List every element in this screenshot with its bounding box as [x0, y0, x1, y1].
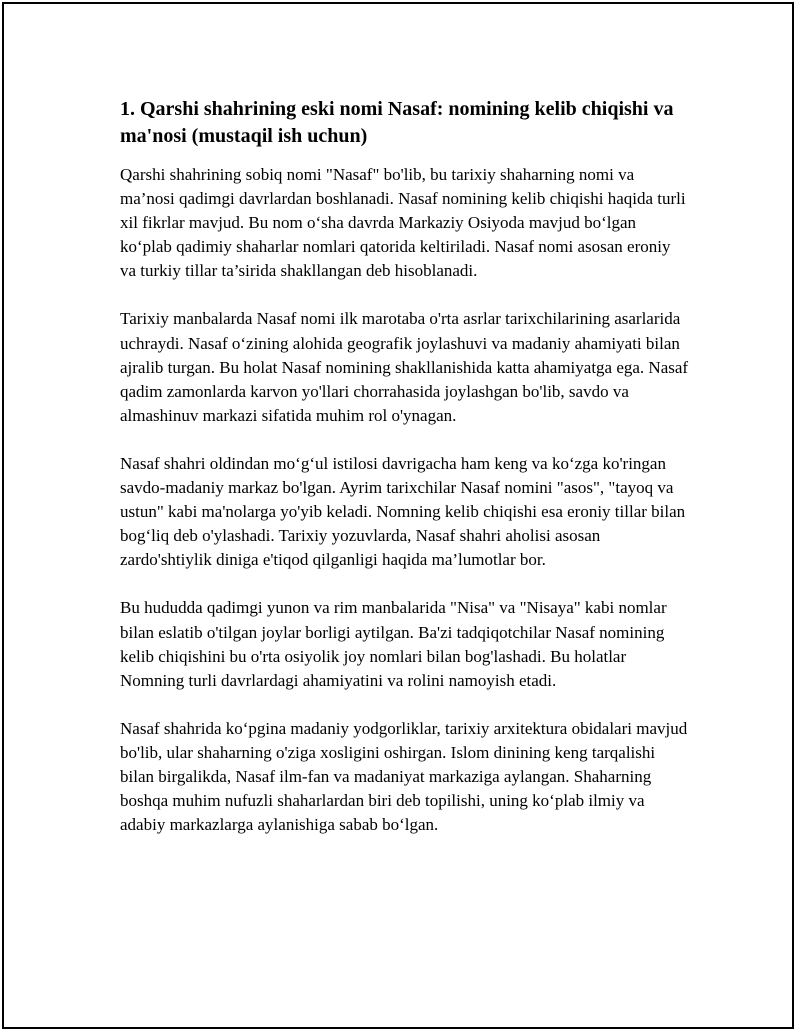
document-page	[2, 2, 794, 1029]
paragraph-4: Bu hududda qadimgi yunon va rim manbalarida "Nisa" va "Nisaya" kabi nomlar bilan eslatib o'tilgan joylar borligi aytilgan. Ba'zi tadqiqotchilar Nasaf nomining kelib chiqishini bu o'rta osiyolik joy nomlari bilan bog'lashadi. Bu holatlar Nomning turli davrlardagi ahamiyatini va rolini namoyish etadi.	[120, 598, 667, 690]
document-title: 1. Qarshi shahrining eski nomi Nasaf: nomining kelib chiqishi va ma'nosi (mustaqil ish uchun)	[120, 98, 674, 147]
paragraph-2: Tarixiy manbalarda Nasaf nomi ilk marotaba o'rta asrlar tarixchilarining asarlarida uchraydi. Nasaf o‘zining alohida geografik joylashuvi va madaniy ahamiyati bilan ajralib turgan. Bu holat Nasaf nomining shakllanishida katta ahamiyatga ega. Nasaf qadim zamonlarda karvon yo'llari chorrahasida joylashgan bo'lib, savdo va almashinuv markazi sifatida muhim rol o'ynagan.	[120, 309, 689, 425]
paragraph-5: Nasaf shahrida ko‘pgina madaniy yodgorliklar, tarixiy arxitektura obidalari mavjud bo'lib, ular shaharning o'ziga xosligini oshirgan. Islom dinining keng tarqalishi bilan birgalikda, Nasaf ilm-fan va madaniyat markaziga aylangan. Shaharning boshqa muhim nufuzli shaharlardan biri deb topilishi, uning ko‘plab ilmiy va adabiy markazlarga aylanishiga sabab bo‘lgan.	[120, 718, 688, 835]
paragraph-3: Nasaf shahri oldindan mo‘g‘ul istilosi davrigacha ham keng va ko‘zga ko'ringan savdo-madaniy markaz bo'lgan. Ayrim tarixchilar Nasaf nomini "asos", "tayoq va ustun" kabi ma'nolarga yo'yib keladi. Nomning kelib chiqishi esa eroniy tillar bilan bog‘liq deb o'ylashadi. Tarixiy yozuvlarda, Nasaf shahri aholisi asosan zardo'shtiylik diniga e'tiqod qilganligi haqida ma’lumotlar bor.	[120, 453, 686, 570]
paragraph-1: Qarshi shahrining sobiq nomi "Nasaf" bo'lib, bu tarixiy shaharning nomi va ma’nosi qadimgi davrlardan boshlanadi. Nasaf nomining kelib chiqishi haqida turli xil fikrlar mavjud. Bu nom o‘sha davrda Markaziy Osiyoda mavjud bo‘lgan ko‘plab qadimiy shaharlar nomlari qatorida keltiriladi. Nasaf nomi asosan eroniy va turkiy tillar ta’sirida shakllangan deb hisoblanadi.	[120, 165, 686, 281]
document-content	[120, 96, 690, 861]
